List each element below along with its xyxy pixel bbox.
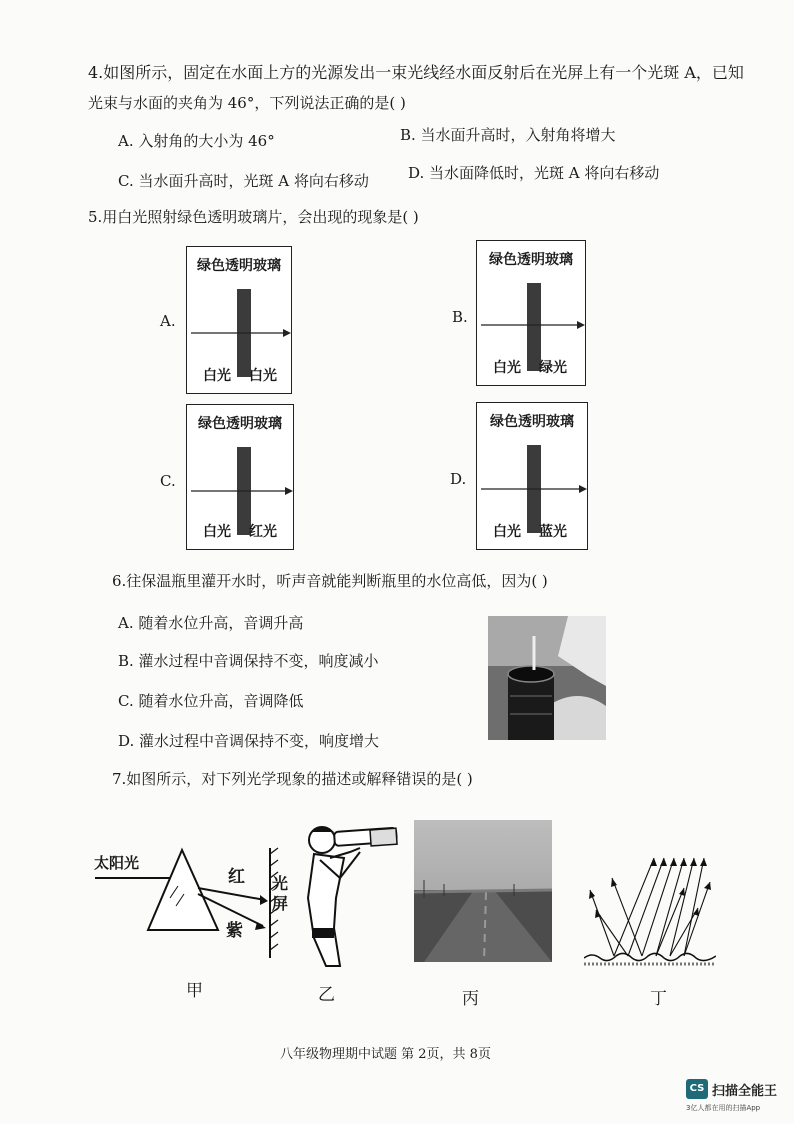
fig-label-bing: 丙 xyxy=(462,989,479,1009)
sunlight-label: 太阳光 xyxy=(94,854,140,872)
q6-option-a: A. 随着水位升高，音调升高 xyxy=(118,614,304,632)
violet-light-label: 紫 xyxy=(226,921,243,941)
panel-title: 绿色透明玻璃 xyxy=(198,416,282,432)
person-telescope-figure xyxy=(300,818,410,968)
q4-option-d: D. 当水面降低时，光斑 A 将向右移动 xyxy=(408,164,660,182)
q6-option-d: D. 灌水过程中音调保持不变，响度增大 xyxy=(118,732,380,750)
q5-letter-a: A. xyxy=(160,312,176,330)
fig-label-jia: 甲 xyxy=(186,981,203,1001)
q4-option-c: C. 当水面升高时，光斑 A 将向右移动 xyxy=(118,172,369,190)
q6-option-b: B. 灌水过程中音调保持不变，响度减小 xyxy=(118,652,379,670)
transmitted-light-label: 红光 xyxy=(249,524,277,540)
incident-light-label: 白光 xyxy=(493,360,521,376)
q5-panel-d xyxy=(476,402,588,550)
transmitted-light-label: 绿光 xyxy=(539,360,567,376)
q5-stem: 5.用白光照射绿色透明玻璃片，会出现的现象是( ) xyxy=(88,208,419,226)
incident-light-label: 白光 xyxy=(203,368,231,384)
incident-light-label: 白光 xyxy=(493,524,521,540)
scanner-tagline: 3亿人都在用的扫描App xyxy=(686,1104,761,1112)
q6-option-c: C. 随着水位升高，音调降低 xyxy=(118,692,304,710)
q6-stem: 6.往保温瓶里灌开水时，听声音就能判断瓶里的水位高低，因为( ) xyxy=(112,572,548,590)
q4-option-a: A. 入射角的大小为 46° xyxy=(118,132,275,150)
q5-panel-c xyxy=(186,404,294,550)
q5-panel-a xyxy=(186,246,292,394)
q4-stem-line1: 4.如图所示，固定在水面上方的光源发出一束光线经水面反射后在光屏上有一个光斑 A，已知 xyxy=(88,63,744,82)
light-screen-label: 光屏 xyxy=(272,874,289,913)
thermos-photo xyxy=(488,616,606,740)
q5-letter-b: B. xyxy=(452,308,468,326)
q5-letter-d: D. xyxy=(450,470,467,488)
page-footer: 八年级物理期中试题 第 2页，共 8页 xyxy=(280,1047,491,1062)
q5-letter-c: C. xyxy=(160,472,176,490)
fig-label-yi: 乙 xyxy=(318,985,335,1005)
panel-title: 绿色透明玻璃 xyxy=(490,414,574,430)
red-light-label: 红 xyxy=(228,867,245,887)
incident-light-label: 白光 xyxy=(203,524,231,540)
q5-panel-b xyxy=(476,240,586,386)
camscanner-logo-icon: CS xyxy=(686,1079,708,1099)
panel-title: 绿色透明玻璃 xyxy=(197,258,281,274)
diffuse-reflection-diagram xyxy=(584,848,716,968)
panel-title: 绿色透明玻璃 xyxy=(489,252,573,268)
q4-option-b: B. 当水面升高时，入射角将增大 xyxy=(400,126,616,144)
q7-stem: 7.如图所示，对下列光学现象的描述或解释错误的是( ) xyxy=(112,770,473,788)
road-mirage-photo xyxy=(414,820,552,962)
fig-label-ding: 丁 xyxy=(650,989,667,1009)
scanner-app-name: 扫描全能王 xyxy=(712,1084,778,1099)
transmitted-light-label: 白光 xyxy=(249,368,277,384)
transmitted-light-label: 蓝光 xyxy=(539,524,567,540)
q4-stem-line2: 光束与水面的夹角为 46°，下列说法正确的是( ) xyxy=(88,94,406,112)
